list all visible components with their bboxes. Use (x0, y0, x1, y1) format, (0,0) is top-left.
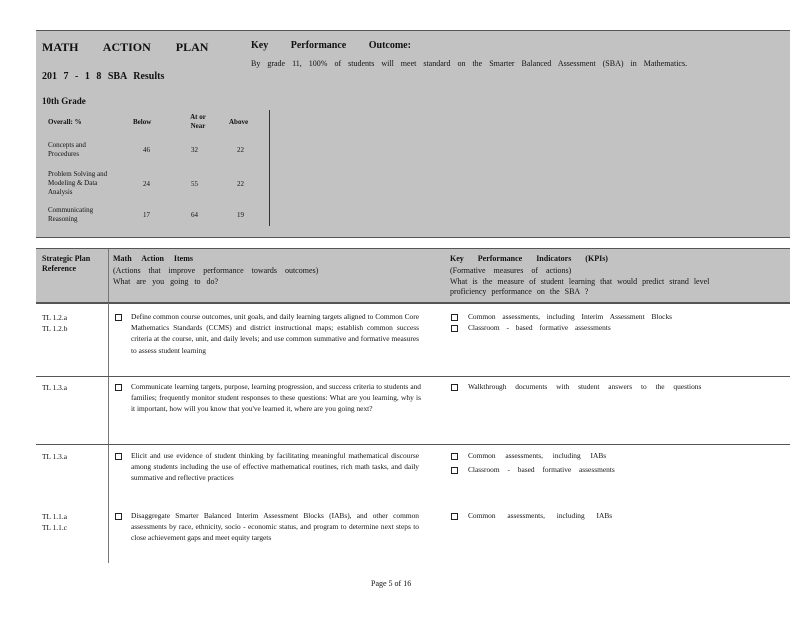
row-problem-near: 55 (191, 180, 198, 188)
page-number: Page 5 of 16 (371, 579, 412, 588)
table-header-overall: Overall: % (48, 118, 82, 126)
col-header-kpis: Key Performance Indicators (KPIs) (450, 254, 608, 263)
table-divider (269, 110, 270, 226)
row4-action: Disaggregate Smarter Balanced Interim Assessment Blocks (IABs), and other common assessments by race, ethnicity, socio - economic status, and program to determine next steps to close achievement gaps and meet equity targets (131, 511, 419, 543)
row2-action: Communicate learning targets, purpose, learning progression, and success criteria to students and families; frequently monitor student responses to these questions: What are you learning, why is it important, how will you know that you've learned it, where are you going next? (131, 382, 421, 414)
bullet-icon (115, 513, 122, 520)
row1-action: Define common course outcomes, unit goals, and daily learning targets aligned to Common Core Mathematics Standards (CCMS) and district instructional maps; establish common success criteria at the course, unit, and daily levels; and use common summative and formative measures to assess student learning (131, 312, 419, 355)
col-header-kpis-sub1: (Formative measures of actions) (450, 266, 572, 275)
row-separator (36, 302, 790, 303)
col-header-actions-sub2: What are you going to do? (113, 277, 219, 286)
table-header-above: Above (229, 118, 249, 126)
row-separator (36, 376, 790, 377)
row3-kpi-2: Classroom - based formative assessments (468, 465, 615, 474)
bullet-icon (451, 325, 458, 332)
row3-action: Elicit and use evidence of student thinking by facilitating meaningful mathematical discourse among students including the use of effective mathematical routines, rich math tasks, and daily summative and reflective practices (131, 451, 419, 483)
col-header-reference: Strategic Plan Reference (42, 254, 91, 273)
row1-ref-2: TL 1.2.b (42, 324, 68, 333)
table-header-below: Below (133, 118, 152, 126)
row2-ref-1: TL 1.3.a (42, 383, 67, 392)
bullet-icon (115, 453, 122, 460)
bullet-icon (451, 384, 458, 391)
results-title: 201 7 - 1 8 SBA Results (42, 71, 165, 82)
table-header-near: At or Near (190, 113, 206, 130)
row-concepts-below: 46 (143, 146, 150, 154)
kpo-label: Key Performance Outcome: (251, 40, 411, 51)
row-separator (36, 444, 790, 445)
row1-kpi-1: Common assessments, including Interim Assessment Blocks (468, 312, 673, 321)
bullet-icon (451, 513, 458, 520)
row3-ref-1: TL 1.3.a (42, 452, 67, 461)
bullet-icon (451, 467, 458, 474)
row-problem-above: 22 (237, 180, 244, 188)
row3-kpi-1: Common assessments, including IABs (468, 451, 607, 460)
row-label-concepts: Concepts and Procedures (48, 141, 86, 158)
bullet-icon (451, 314, 458, 321)
row4-kpi-1: Common assessments, including IABs (468, 511, 613, 520)
row-label-communicating: Communicating Reasoning (48, 206, 94, 223)
row-concepts-above: 22 (237, 146, 244, 154)
col-header-actions: Math Action Items (113, 254, 193, 263)
col-header-actions-sub1: (Actions that improve performance towards outcomes) (113, 266, 319, 275)
row-problem-below: 24 (143, 180, 150, 188)
row1-kpi-2: Classroom - based formative assessments (468, 323, 611, 332)
row-communicating-near: 64 (191, 211, 198, 219)
row-communicating-above: 19 (237, 211, 244, 219)
kpo-text: By grade 11, 100% of students will meet standard on the Smarter Balanced Assessment (SBA) in Mathematics. (251, 59, 688, 68)
plan-title: MATH ACTION PLAN (42, 40, 209, 54)
row-concepts-near: 32 (191, 146, 198, 154)
bullet-icon (451, 453, 458, 460)
bullet-icon (115, 314, 122, 321)
row1-ref-1: TL 1.2.a (42, 313, 67, 322)
row-label-problem: Problem Solving and Modeling & Data Analysis (48, 170, 108, 196)
grade-label: 10th Grade (42, 96, 86, 106)
column-divider-1 (108, 249, 109, 563)
row2-kpi-1: Walkthrough documents with student answers to the questions (468, 382, 702, 391)
row4-ref-1: TL 1.1.a (42, 512, 67, 521)
row4-ref-2: TL 1.1.c (42, 523, 67, 532)
col-header-kpis-sub2: What is the measure of student learning that would predict strand level proficiency performance on the SBA ? (450, 277, 710, 296)
bullet-icon (115, 384, 122, 391)
row-communicating-below: 17 (143, 211, 150, 219)
